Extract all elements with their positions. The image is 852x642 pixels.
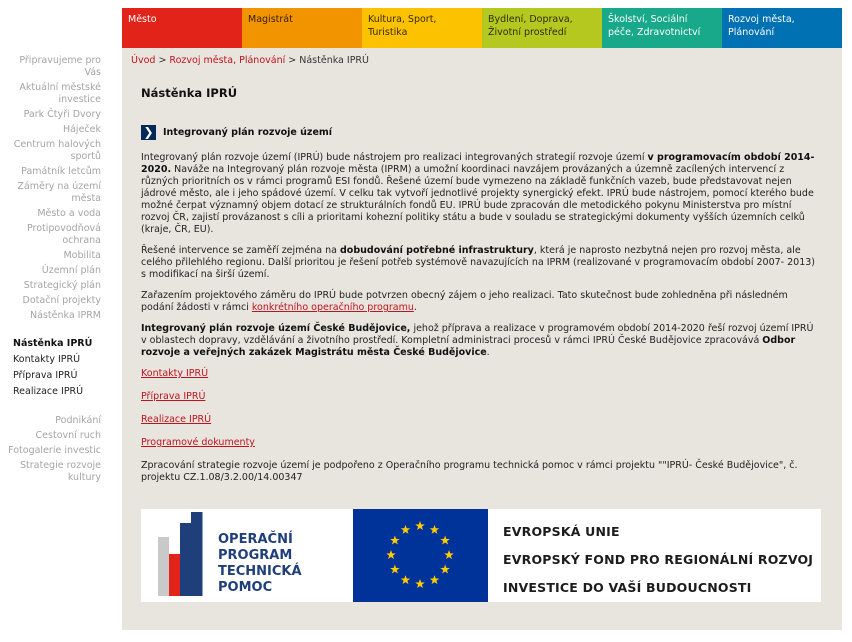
sidebar-item-mesto-a-voda[interactable]: Město a voda	[37, 208, 101, 219]
eu-text-block	[503, 524, 813, 608]
text: Řešené intervence se zaměří zejména na	[141, 245, 340, 256]
breadcrumb-separator: >	[155, 55, 170, 66]
sidebar-spacer	[0, 325, 101, 338]
link-kontakty-ipru[interactable]: Kontakty IPRÚ	[141, 368, 209, 379]
breadcrumb-current: Nástěnka IPRÚ	[299, 55, 369, 66]
sidebar-item-dotacni-projekty[interactable]: Dotační projekty	[22, 295, 101, 306]
sidebar-subitem-priprava-ipru[interactable]: Příprava IPRÚ	[13, 370, 78, 381]
sidebar-spacer	[0, 402, 101, 415]
link-programove-dokumenty[interactable]: Programové dokumenty	[141, 437, 255, 448]
sidebar-item-centrum-halovych-sportu[interactable]: Centrum halových sportů	[13, 139, 101, 162]
sidebar-subitem-kontakty-ipru[interactable]: Kontakty IPRÚ	[13, 354, 81, 365]
eu-line-fund: EVROPSKÝ FOND PRO REGIONÁLNÍ ROZVOJ	[503, 552, 814, 567]
sidebar-item-strategicky-plan[interactable]: Strategický plán	[23, 280, 101, 291]
breadcrumb	[131, 55, 369, 66]
breadcrumb-home-link[interactable]: Úvod	[131, 55, 156, 66]
paragraph-zarazeni	[141, 290, 821, 314]
text: Naváže na Integrovaný plán rozvoje města (IPRM) a umožní koordinaci navzájem provázaných a územně zacílených intervencí z různých prioritních os v rámci programů ESI fondů. Řešené území bude vymezeno na základě funkčních vazeb, bude představovat nejen jádrové město, ale i jeho spádové území. V celku tak vytvoří jednotlivé projekty synergický efekt. IPRÚ bude nástrojem, pomocí kterého bude možné čerpat významný objem dotací ze strukturálních fondů EU. IPRÚ bude zpracován dle metodického pokynu Ministerstva pro místní rozvoj ČR, zajistí provázanost s cíli a prioritami kohezní politiky státu a bude v souladu se strategickými dokumenty vyšších územních celků (kraje, ČR, EU).	[141, 164, 814, 235]
top-navigation	[122, 8, 842, 48]
paragraph-ipru-cb	[141, 323, 821, 359]
sidebar-item-uzemni-plan[interactable]: Územní plán	[41, 265, 101, 276]
link-priprava-ipru[interactable]: Příprava IPRÚ	[141, 391, 206, 402]
link-realizace-ipru[interactable]: Realizace IPRÚ	[141, 414, 212, 425]
page-title: Nástěnka IPRÚ	[141, 86, 238, 100]
sidebar-item-fotogalerie-investic[interactable]: Fotogalerie investic	[8, 445, 101, 456]
breadcrumb-separator: >	[285, 55, 300, 66]
document-links	[141, 368, 821, 449]
section-heading	[141, 125, 332, 140]
sidebar-item-podnikani[interactable]: Podnikání	[55, 415, 101, 426]
text: Zařazením projektového záměru do IPRÚ bude potvrzen obecný zájem o jeho realizaci. Tato skutečnost bude zohledněna při následném podání žádosti v rámci	[141, 290, 788, 313]
funding-logos-banner	[141, 509, 821, 602]
text-bold: dobudování potřebné infrastruktury	[340, 245, 534, 256]
text-bold: Odbor rozvoje a veřejných zakázek Magistrátu města České Budějovice	[141, 335, 796, 358]
sidebar-item-park-ctyri-dvory[interactable]: Park Čtyři Dvory	[23, 109, 101, 120]
paragraph-interventions	[141, 245, 821, 281]
arrow-right-icon: ❯	[141, 125, 156, 140]
sidebar-item-mobilita[interactable]: Mobilita	[63, 250, 101, 261]
article-body	[141, 152, 821, 493]
text: , která je naprosto nezbytná nejen pro rozvoj města, ale celého přilehlého regionu. Další prioritou je řešení potřeb systémově navazujících na IPRM (realizované v programovacím období 2007- 2013) s modifikací na širší území.	[141, 245, 815, 280]
sidebar-subitem-realizace-ipru[interactable]: Realizace IPRÚ	[13, 386, 84, 397]
op-logo-line: TECHNICKÁ	[218, 564, 302, 579]
text: .	[486, 347, 490, 358]
tab-skolstvi-socialni[interactable]: Školství, Sociální péče, Zdravotnictví	[602, 8, 722, 48]
tab-kultura-sport-turistika[interactable]: Kultura, Sport, Turistika	[362, 8, 482, 48]
text: jehož příprava a realizace v programovém období 2014-2020 řeší rozvoj území IPRÚ v oblastech dopravy, vzdělávání a životního prostředí. Kompletní administraci procesů v rámci IPRÚ České Budějovice zpracovává	[141, 323, 814, 346]
text: .	[413, 302, 417, 313]
tab-mesto[interactable]: Město	[122, 8, 242, 48]
op-logo-line: OPERAČNÍ	[218, 532, 293, 547]
main-content	[122, 48, 842, 630]
sidebar-subitem-nastenka-ipru[interactable]: Nástěnka IPRÚ	[13, 338, 93, 349]
sidebar-item-cestovni-ruch[interactable]: Cestovní ruch	[35, 430, 101, 441]
tab-bydleni-doprava[interactable]: Bydlení, Doprava, Životní prostředí	[482, 8, 602, 48]
op-logo-line: POMOC	[218, 580, 273, 595]
op-bars-icon	[141, 509, 346, 602]
sidebar-item-strategie-rozvoje-kultury[interactable]: Strategie rozvoje kultury	[19, 460, 101, 483]
sidebar-item-nastenka-iprm[interactable]: Nástěnka IPRM	[30, 310, 101, 321]
eu-line-union: EVROPSKÁ UNIE	[503, 524, 620, 539]
sidebar-item-hajecek[interactable]: Háječek	[62, 124, 101, 135]
eu-line-investment: INVESTICE DO VAŠÍ BUDOUCNOSTI	[503, 580, 752, 595]
text: Integrovaný plán rozvoje území (IPRÚ) bude nástrojem pro realizaci integrovaných strategií rozvoje území	[141, 152, 648, 163]
tab-magistrat[interactable]: Magistrát	[242, 8, 362, 48]
op-logo-line: PROGRAM	[218, 548, 293, 563]
paragraph-funding: Zpracování strategie rozvoje území je podpořeno z Operačního programu technická pomoc v rámci projektu ""IPRÚ- České Budějovice", č. projektu CZ.1.08/3.2.00/14.00347	[141, 460, 798, 483]
sidebar-item-protipovodnova-ochrana[interactable]: Protipovodňová ochrana	[26, 223, 101, 246]
operational-program-link[interactable]: konkrétního operačního programu	[251, 302, 414, 313]
sidebar-item-pamatnik-letcum[interactable]: Památník letcům	[21, 166, 101, 177]
sidebar-item-zamery[interactable]: Záměry na území města	[17, 181, 101, 204]
text-bold: Integrovaný plán rozvoje území České Budějovice,	[141, 323, 411, 334]
eu-flag-icon	[353, 509, 488, 602]
sidebar-item-aktualni-investice[interactable]: Aktuální městské investice	[19, 82, 101, 105]
tab-rozvoj-mesta[interactable]: Rozvoj města, Plánování	[722, 8, 842, 48]
sidebar	[0, 55, 101, 487]
sidebar-item-pripravujeme[interactable]: Připravujeme pro Vás	[19, 55, 101, 78]
section-title: Integrovaný plán rozvoje území	[163, 127, 333, 138]
text-bold: v programovacím období 2014- 2020.	[141, 152, 815, 175]
paragraph-intro	[141, 152, 821, 236]
breadcrumb-section-link[interactable]: Rozvoj města, Plánování	[169, 55, 286, 66]
